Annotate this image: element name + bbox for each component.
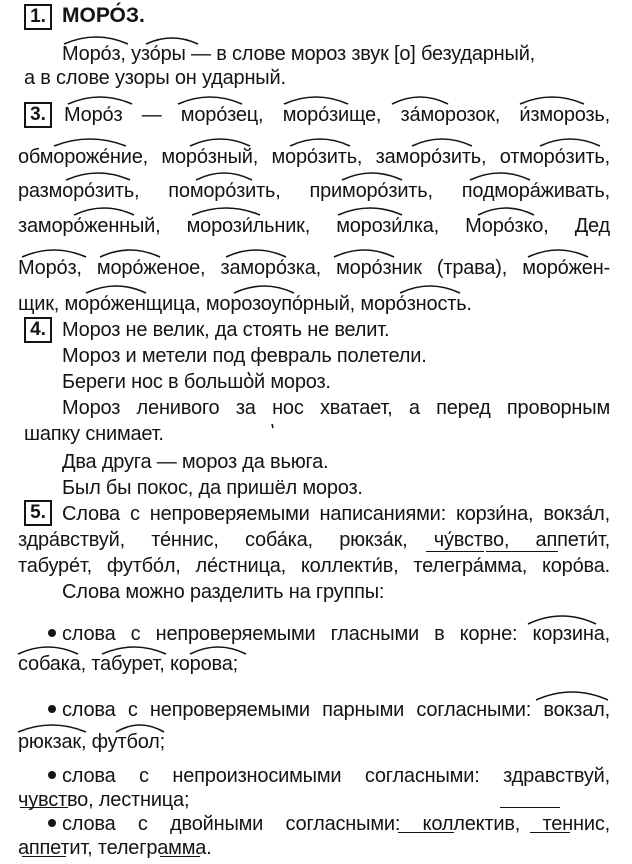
highlight-underline <box>22 856 66 857</box>
highlight-underline <box>398 832 454 833</box>
bullet-item-1-line-1: слова с непроверяемыми гласными в корне: корзина, <box>48 622 610 646</box>
tick-mark <box>272 424 273 428</box>
highlight-underline <box>426 551 484 552</box>
bullet-item-2-line-2: рюкзак, футбол; <box>18 731 166 753</box>
bullet-item-4-line-1: слова с двойными согласными: коллектив, теннис, <box>48 812 610 836</box>
highlight-underline <box>486 551 558 552</box>
highlight-underline <box>160 856 200 857</box>
section5-line-3: табуре́т, футбо́л, ле́стница, коллекти́в, телегра́мма, коро́ва. <box>18 555 610 577</box>
section3-line-5: Моро́з, моро́женое, заморо́зка, моро́зник (трава), моро́жен- <box>18 257 610 279</box>
section3-line-3: разморо́зить, поморо́зить, приморо́зить, подмора́живать, <box>18 180 610 202</box>
section1-line-1: Моро́з, узо́ры — в слове мороз звук [о] безударный, <box>62 43 536 65</box>
section4-line-3: Береги нос в большой мороз. <box>62 371 331 393</box>
bullet-dot <box>48 819 56 827</box>
section-number-5: 5. <box>24 500 52 526</box>
section3-line-1: Моро́з — моро́зец, моро́зище, за́морозок, и́зморозь, <box>64 104 610 126</box>
section3-line-2: обмороже́ние, моро́зный, моро́зить, заморо́зить, отморо́зить, <box>18 146 610 168</box>
section4-line-5: шапку снимает. <box>24 423 164 445</box>
highlight-underline <box>500 807 560 808</box>
highlight-underline <box>20 807 68 808</box>
section-title-1: МОРО́З. <box>62 4 145 27</box>
bullet-item-3-line-1: слова с непроизносимыми согласными: здравствуй, <box>48 764 610 788</box>
bullet-item-2-line-1: слова с непроверяемыми парными согласными: вокзал, <box>48 698 610 722</box>
section3-line-4: заморо́женный, морози́льник, морози́лка, Моро́зко, Дед <box>18 215 610 237</box>
section5-line-2: здра́вствуй, те́ннис, соба́ка, рюкза́к, чу́вство, аппети́т, <box>18 529 610 551</box>
section1-line-2: а в слове узоры он ударный. <box>24 67 286 89</box>
section5-line-4: Слова можно разделить на группы: <box>62 581 385 603</box>
bullet-item-1-line-2: собака, табурет, корова; <box>18 653 239 675</box>
section-number-3: 3. <box>24 102 52 128</box>
section4-line-4: Мороз ленивого за нос хватает, а перед проворным <box>62 397 610 419</box>
bullet-dot <box>48 629 56 637</box>
bullet-item-4-line-2: аппетит, телеграмма. <box>18 837 212 859</box>
section5-line-1: Слова с непроверяемыми написаниями: корзи́на, вокза́л, <box>62 503 610 525</box>
section4-line-6: Два друга — мороз да вьюга. <box>62 451 329 473</box>
section-number-1: 1. <box>24 4 52 30</box>
section3-line-6: щик, моро́женщица, морозоупо́рный, моро́зность. <box>18 293 472 315</box>
section4-line-2: Мороз и метели под февраль полетели. <box>62 345 427 367</box>
section4-line-7: Был бы покос, да пришёл мороз. <box>62 477 363 499</box>
section4-line-1: Мороз не велик, да стоять не велит. <box>62 319 390 341</box>
highlight-underline <box>530 832 570 833</box>
bullet-item-3-line-2: чувство, лестница; <box>18 789 190 811</box>
bullet-dot <box>48 705 56 713</box>
section-number-4: 4. <box>24 317 52 343</box>
bullet-dot <box>48 771 56 779</box>
